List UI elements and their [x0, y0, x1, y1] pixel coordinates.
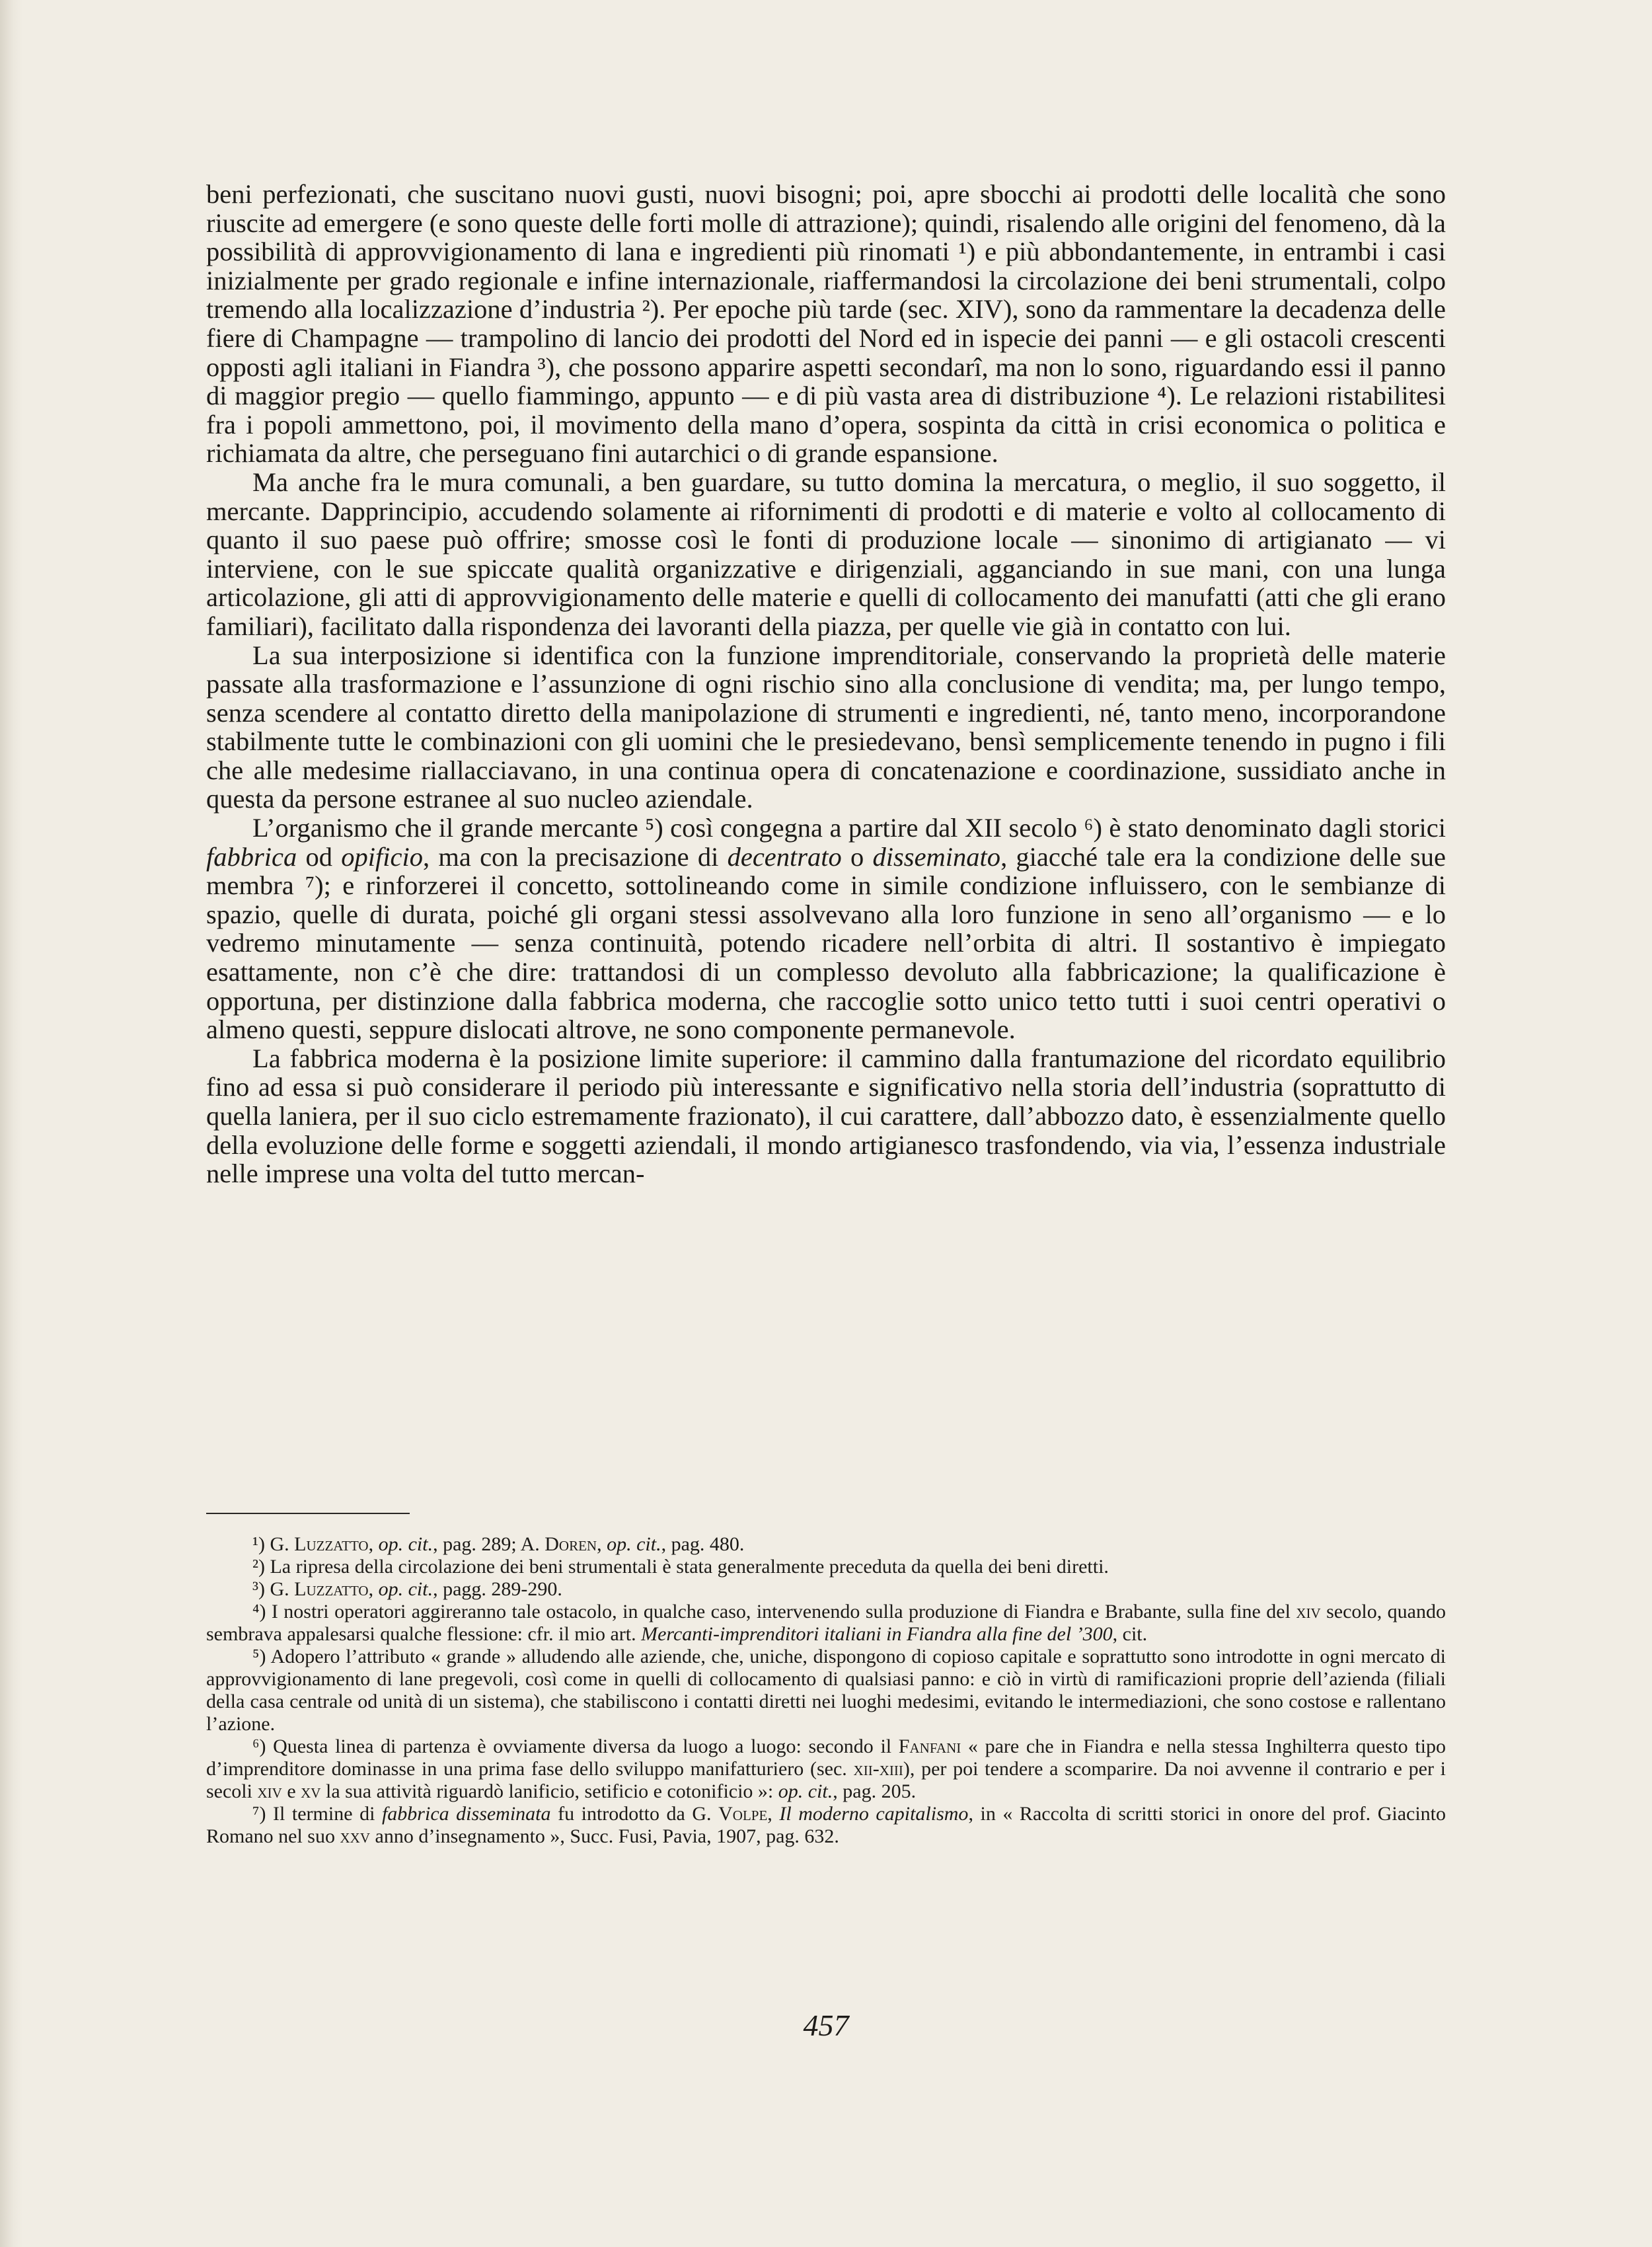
footnotes [206, 1533, 1446, 1848]
footnote-4: ⁴) I nostri operatori aggireranno tale ostacolo, in qualche caso, intervenendo sulla produzione di Fiandra e Brabante, sulla fine del xiv secolo, quando sembrava appalesarsi qualche flessione: cfr. il mio art. Mercanti-imprenditori italiani in Fiandra alla fine del ’300, cit. [206, 1601, 1446, 1645]
footnote-1: ¹) G. Luzzatto, op. cit., pag. 289; A. Doren, op. cit., pag. 480. [252, 1533, 745, 1555]
paragraph-4: L’organismo che il grande mercante ⁵) così congegna a partire dal XII secolo ⁶) è stato denominato dagli storici fabbrica od opificio, ma con la precisazione di decentrato o disseminato, giacché tale era la condizione delle sue membra ⁷); e rinforzerei il concetto, sottolineando come in simile condizione influissero, con le sembianze di spazio, quelle di durata, poiché gli organi stessi assolvevano alla loro funzione in seno all’organismo — e lo vedremo minutamente — senza continuità, potendo ricadere nell’orbita di altri. Il sostantivo è impiegato esattamente, non c’è che dire: trattandosi di un complesso devoluto alla fabbricazione; la qualificazione è opportuna, per distinzione dalla fabbrica moderna, che raccoglie sotto unico tetto tutti i suoi centri operativi o almeno questi, seppure dislocati altrove, ne sono componente permanevole. [206, 813, 1446, 1045]
footnote-rule [206, 1513, 410, 1514]
footnote-5: ⁵) Adopero l’attributo « grande » alludendo alle aziende, che, uniche, dispongono di copioso capitale e soprattutto sono introdotte in ogni mercato di approvvigionamento di lane pregevoli, così come in quelli di collocamento di qualsiasi panno: e ciò in virtù di ramificazioni proprie dell’azienda (filiali della casa centrale od unità di un sistema), che stabiliscono i contatti diretti nei luoghi medesimi, evitando le intermediazioni, che sono costose e rallentano l’azione. [206, 1646, 1446, 1735]
paragraph-3: La sua interposizione si identifica con la funzione imprenditoriale, conservando la proprietà delle materie passate alla trasformazione e l’assunzione di ogni rischio sino alla conclusione di vendita; ma, per lungo tempo, senza scendere al contatto diretto della manipolazione di strumenti e ingredienti, né, tanto meno, incorporandone stabilmente tutte le combinazioni con gli uomini che le presiedevano, bensì semplicemente tenendo in pugno i fili che alle medesime riallacciavano, in una continua opera di concatenazione e coordinazione, sussidiato anche in questa da persone estranee al suo nucleo aziendale. [206, 640, 1446, 814]
footnote-3: ³) G. Luzzatto, op. cit., pagg. 289-290. [252, 1578, 562, 1600]
paragraph-1: beni perfezionati, che suscitano nuovi gusti, nuovi bisogni; poi, apre sbocchi ai prodotti delle località che sono riuscite ad emergere (e sono queste delle forti molle di attrazione); quindi, risalendo alle origini del fenomeno, dà la possibilità di approvvigionamento di lana e ingredienti più rinomati ¹) e più abbondantemente, in entrambi i casi inizialmente per grado regionale e infine internazionale, riaffermandosi la circolazione dei beni strumentali, colpo tremendo alla localizzazione d’industria ²). Per epoche più tarde (sec. XIV), sono da rammentare la decadenza delle fiere di Champagne — trampolino di lancio dei prodotti del Nord ed in ispecie dei panni — e gli ostacoli crescenti opposti agli italiani in Fiandra ³), che possono apparire aspetti secondarî, ma non lo sono, riguardando essi il panno di maggior pregio — quello fiammingo, appunto — e di più vasta area di distribuzione ⁴). Le relazioni ristabilitesi fra i popoli ammettono, poi, il movimento della mano d’opera, sospinta da città in crisi economica o politica e richiamata da altre, che perseguano fini autarchici o di grande espansione. [206, 179, 1446, 469]
footnote-2: ²) La ripresa della circolazione dei beni strumentali è stata generalmente preceduta da quella dei beni diretti. [252, 1556, 1109, 1578]
page-number: 457 [803, 2008, 849, 2042]
paragraph-5: La fabbrica moderna è la posizione limite superiore: il cammino dalla frantumazione del ricordato equilibrio fino ad essa si può considerare il periodo più interessante e significativo nella storia dell’industria (soprattutto di quella laniera, per il suo ciclo estremamente frazionato), il cui carattere, dall’abbozzo dato, è essenzialmente quello della evoluzione delle forme e soggetti aziendali, il mondo artigianesco trasfondendo, via via, l’essenza industriale nelle imprese una volta del tutto mercan- [206, 1043, 1446, 1189]
page-binding-edge [0, 0, 22, 2247]
main-text [206, 180, 1446, 1188]
footnote-6: ⁶) Questa linea di partenza è ovviamente diversa da luogo a luogo: secondo il Fanfani « pare che in Fiandra e nella stessa Inghilterra questo tipo d’imprenditore dominasse in una prima fase dello sviluppo manifatturiero (sec. xii-xiii), per poi tendere a scomparire. Da noi avvenne il contrario e per i secoli xiv e xv la sua attività riguardò lanificio, setificio e cotonificio »: op. cit., pag. 205. [206, 1735, 1446, 1802]
paragraph-2: Ma anche fra le mura comunali, a ben guardare, su tutto domina la mercatura, o meglio, il suo soggetto, il mercante. Dapprincipio, accudendo solamente ai rifornimenti di prodotti e di materie e volto al collocamento di quanto il suo paese può offrire; smosse così le fonti di produzione locale — sinonimo di artigianato — vi interviene, con le sue spiccate qualità organizzative e dirigenziali, agganciando in sue mani, con una lunga articolazione, gli atti di approvvigionamento delle materie e quelli di collocamento dei manufatti (atti che gli erano familiari), facilitato dalla rispondenza dei lavoranti della piazza, per quelle vie già in contatto con lui. [206, 467, 1446, 641]
footnote-7: ⁷) Il termine di fabbrica disseminata fu introdotto da G. Volpe, Il moderno capitalismo, in « Raccolta di scritti storici in onore del prof. Giacinto Romano nel suo xxv anno d’insegnamento », Succ. Fusi, Pavia, 1907, pag. 632. [206, 1803, 1446, 1847]
